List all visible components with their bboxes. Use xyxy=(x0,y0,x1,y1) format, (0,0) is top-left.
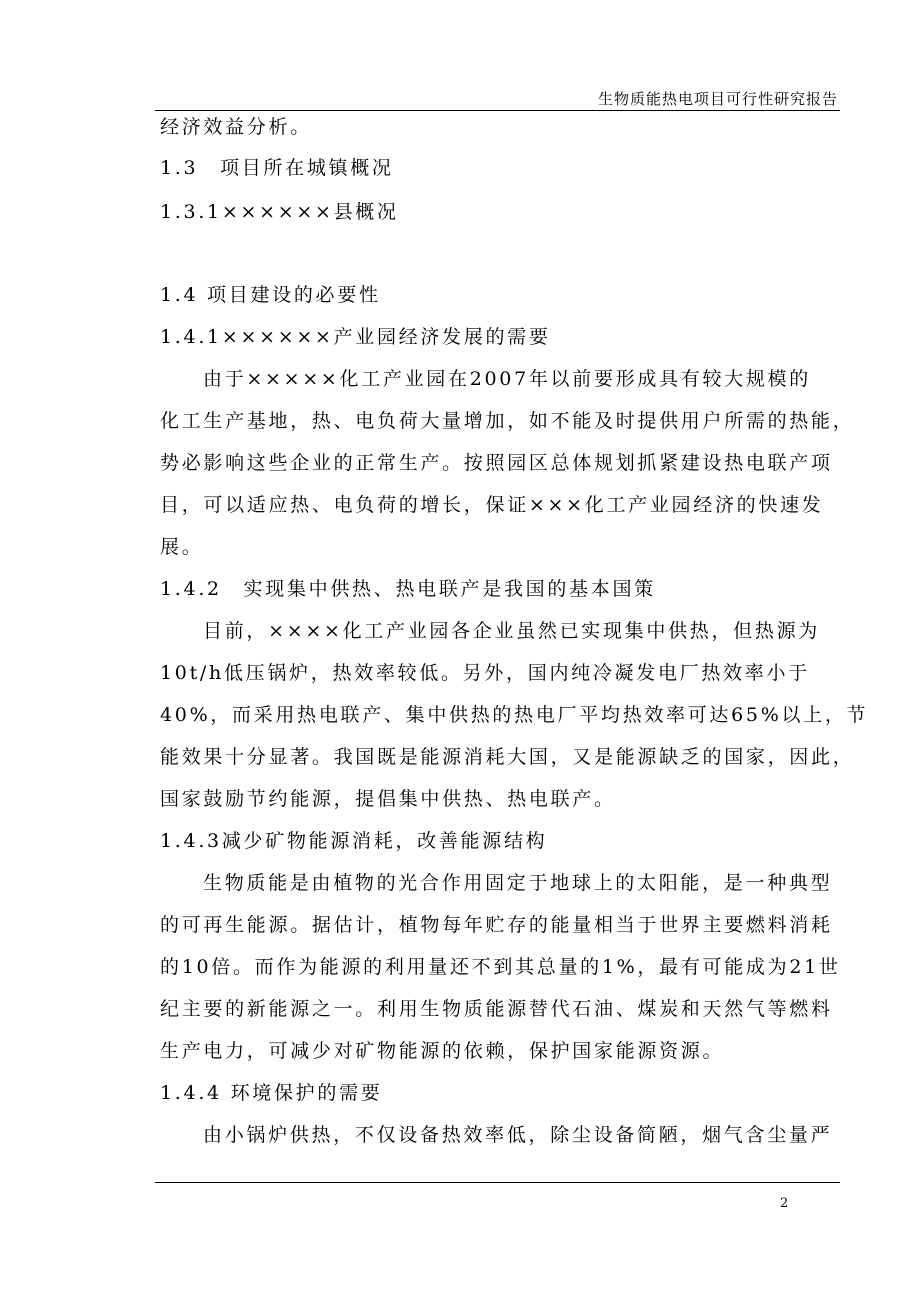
body-line: 10t/h低压锅炉，热效率较低。另外，国内纯冷凝发电厂热效率小于 xyxy=(160,662,810,684)
body-line: 目，可以适应热、电负荷的增长，保证×××化工产业园经济的快速发 xyxy=(160,494,824,516)
page-header xyxy=(155,88,840,111)
body-line: 由于×××××化工产业园在2007年以前要形成具有较大规模的 xyxy=(203,368,811,390)
page-number: 2 xyxy=(780,1196,789,1211)
body-line: 目前，××××化工产业园各企业虽然已实现集中供热，但热源为 xyxy=(203,620,820,642)
section-heading: 1.4.3减少矿物能源消耗，改善能源结构 xyxy=(160,830,548,852)
header-title: 生物质能热电项目可行性研究报告 xyxy=(597,90,838,108)
body-line: 的可再生能源。据估计，植物每年贮存的能量相当于世界主要燃料消耗 xyxy=(160,914,833,936)
body-line: 生物质能是由植物的光合作用固定于地球上的太阳能，是一种典型 xyxy=(203,872,833,894)
body-line: 生产电力，可减少对矿物能源的依赖，保护国家能源资源。 xyxy=(160,1040,725,1062)
body-line: 展。 xyxy=(160,536,204,558)
section-heading: 1.3.1××××××县概况 xyxy=(160,201,399,223)
section-heading: 1.4.4 环境保护的需要 xyxy=(160,1082,383,1104)
body-line: 经济效益分析。 xyxy=(160,116,312,138)
body-line: 40%，而采用热电联产、集中供热的热电厂平均热效率可达65%以上，节 xyxy=(160,704,869,726)
section-heading: 1.3 项目所在城镇概况 xyxy=(160,157,394,179)
body-line: 纪主要的新能源之一。利用生物质能源替代石油、煤炭和天然气等燃料 xyxy=(160,998,833,1020)
section-heading: 1.4 项目建设的必要性 xyxy=(160,284,381,306)
body-line: 的10倍。而作为能源的利用量还不到其总量的1%，最有可能成为21世 xyxy=(160,956,841,978)
footer-rule xyxy=(155,1182,840,1183)
body-line: 国家鼓励节约能源，提倡集中供热、热电联产。 xyxy=(160,788,616,810)
body-line: 由小锅炉供热，不仅设备热效率低，除尘设备简陋，烟气含尘量严 xyxy=(203,1124,833,1146)
body-line: 势必影响这些企业的正常生产。按照园区总体规划抓紧建设热电联产项 xyxy=(160,452,833,474)
section-heading: 1.4.1××××××产业园经济发展的需要 xyxy=(160,326,551,348)
section-heading: 1.4.2 实现集中供热、热电联产是我国的基本国策 xyxy=(160,578,656,600)
body-line: 化工生产基地，热、电负荷大量增加，如不能及时提供用户所需的热能， xyxy=(160,410,855,432)
body-line: 能效果十分显著。我国既是能源消耗大国，又是能源缺乏的国家，因此， xyxy=(160,746,855,768)
